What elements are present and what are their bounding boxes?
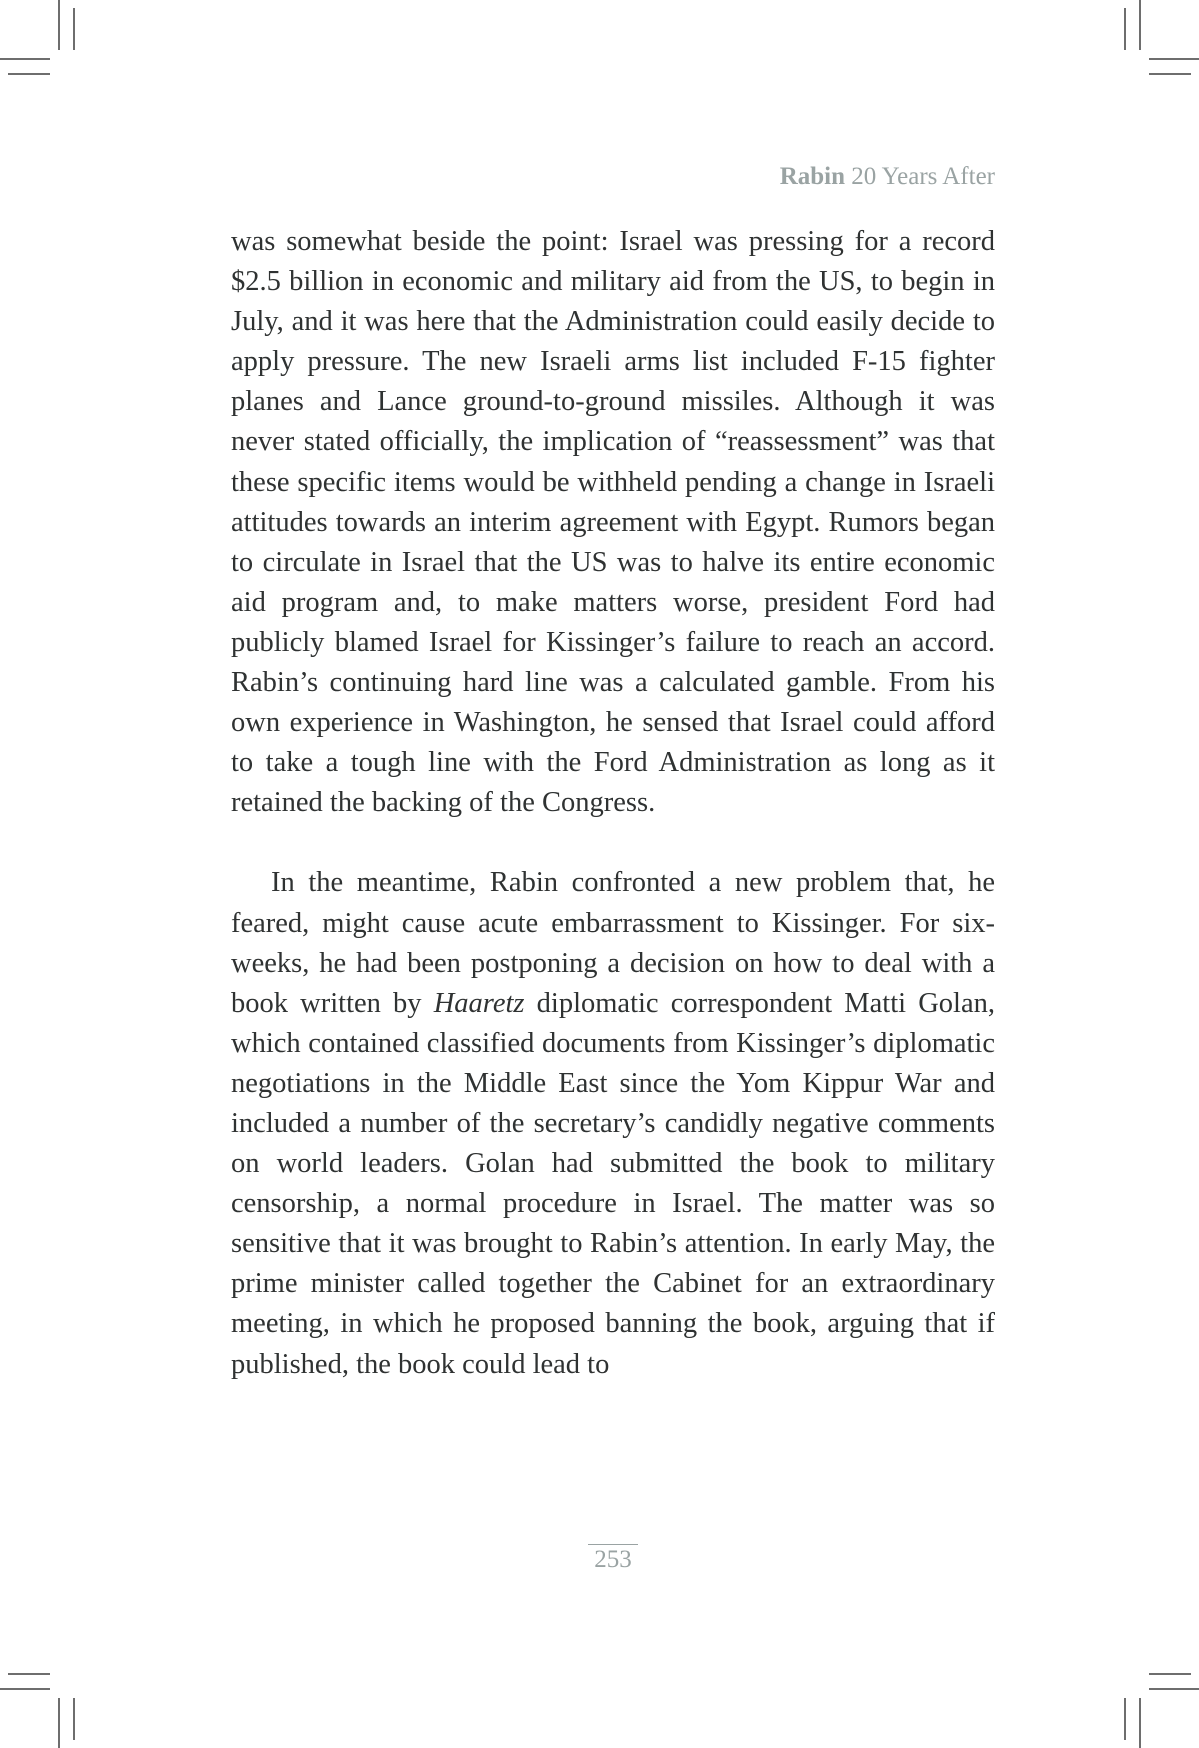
crop-mark-bottom-right-v2 (1139, 1698, 1141, 1748)
crop-mark-top-left-h2 (8, 73, 50, 75)
crop-mark-top-right-v1 (1124, 8, 1126, 50)
crop-mark-bottom-left-v1 (58, 1698, 60, 1748)
running-header-title-rest: 20 Years After (845, 163, 995, 190)
page-number: 253 (588, 1544, 638, 1575)
crop-mark-bottom-left-v2 (73, 1698, 75, 1740)
crop-mark-bottom-right-h1 (1149, 1673, 1191, 1675)
text-segment: was somewhat beside the point: Israel was pressing for a record $2.5 billion in economic and military aid from the US, to begin in July, and it was here that the Administration could easily decide to apply pressure. The new Israeli arms list included F-15 fighter planes and Lance ground-to-ground missiles. Although it was never stated officially, the implication of “reassessment” was that these specific items would be withheld pending a change in Israeli attitudes towards an interim agreement with Egypt. Rumors began to circulate in Israel that the US was to halve its entire economic aid program and, to make matters worse, president Ford had publicly blamed Israel for Kissinger’s failure to reach an accord. Rabin’s continuing hard line was a calculated gamble. From his own experience in Washington, he sensed that Israel could afford to take a tough line with the Ford Administration as long as it retained the backing of the Congress. (231, 226, 995, 819)
crop-mark-bottom-left-h2 (0, 1688, 50, 1690)
crop-mark-top-left-v2 (73, 8, 75, 50)
paragraph (231, 222, 995, 823)
text-segment: diplomatic correspondent Matti Golan, which contained classified documents from Kissinger’s diplomatic negotiations in the Middle East since the Yom Kippur War and included a number of the secretary’s candidly negative comments on world leaders. Golan had submitted the book to military censorship, a normal procedure in Israel. The matter was so sensitive that it was brought to Rabin’s attention. In early May, the prime minister called together the Cabinet for an extraordinary meeting, in which he proposed banning the book, arguing that if published, the book could lead to (231, 987, 995, 1380)
crop-mark-top-right-v2 (1139, 0, 1141, 50)
running-header (780, 163, 995, 191)
crop-mark-top-left-h1 (0, 58, 50, 60)
crop-mark-top-right-h2 (1149, 73, 1191, 75)
crop-mark-top-right-h1 (1149, 58, 1199, 60)
crop-mark-bottom-right-h2 (1149, 1688, 1199, 1690)
paragraph (231, 863, 995, 1384)
italic-text: Haaretz (433, 987, 525, 1019)
crop-mark-top-left-v1 (58, 0, 60, 50)
body-text (231, 222, 995, 1385)
running-header-title-bold: Rabin (779, 163, 845, 190)
crop-mark-bottom-right-v1 (1124, 1698, 1126, 1740)
crop-mark-bottom-left-h1 (8, 1673, 50, 1675)
text-segment: In the meantime, Rabin confronted a new problem that, he feared, might cause acute embarrassment to Kissinger. For six-weeks, he had been postponing a decision on how to deal with a book written by (231, 867, 995, 1019)
